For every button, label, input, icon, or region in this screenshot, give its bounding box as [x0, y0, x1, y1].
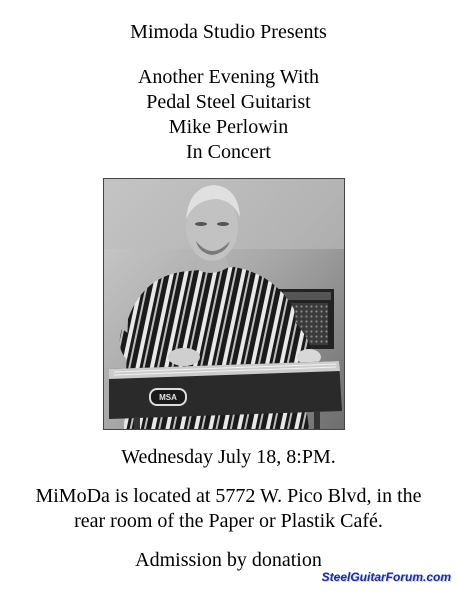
admission-line: Admission by donation	[135, 549, 322, 571]
amp-logo: MSA	[159, 393, 177, 402]
performer-photo	[103, 178, 345, 430]
venue-line-1: MiMoDa is located at 5772 W. Pico Blvd, in the	[35, 485, 422, 507]
headline-line-2: Pedal Steel Guitarist	[146, 91, 311, 113]
event-date: Wednesday July 18, 8:PM.	[121, 446, 336, 468]
headline-line-4: In Concert	[186, 141, 271, 163]
venue-line-2: rear room of the Paper or Plastik Café.	[74, 510, 383, 532]
venue-info	[0, 484, 457, 534]
presenter-line: Mimoda Studio Presents	[130, 21, 327, 43]
headline-line-3: Mike Perlowin	[168, 116, 289, 138]
headline-line-1: Another Evening With	[137, 66, 319, 88]
event-headline	[0, 65, 457, 165]
site-watermark: SteelGuitarForum.com	[321, 570, 451, 584]
